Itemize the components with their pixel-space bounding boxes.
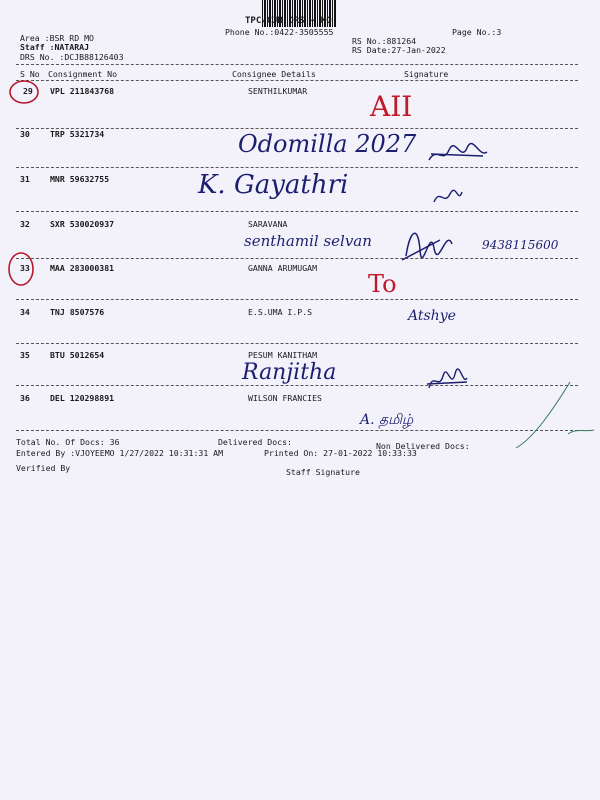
handwritten-name: senthamil selvan xyxy=(244,232,372,250)
row-consignment: DEL 120298891 xyxy=(50,393,115,403)
delivered-docs: Delivered Docs: xyxy=(218,437,292,447)
margin-scribble xyxy=(566,426,596,438)
row-consignment: VPL 211843768 xyxy=(50,86,115,96)
handwritten-name: K. Gayathri xyxy=(198,170,349,200)
column-header-signature: Signature xyxy=(404,69,449,79)
row-consignment: TRP 5321734 xyxy=(50,129,105,139)
area-field: Area :BSR RD MO xyxy=(20,33,94,43)
rs-date: RS Date:27-Jan-2022 xyxy=(352,45,446,55)
signature-scribble-30 xyxy=(425,140,490,168)
signature-scribble-31 xyxy=(430,186,465,208)
column-header-consignment: Consignment No xyxy=(48,69,118,79)
circle-mark-29 xyxy=(8,78,42,106)
handwritten-phone: 9438115600 xyxy=(482,238,559,252)
row-sno: 32 xyxy=(20,219,30,229)
entered-by: Entered By :VJOYEEMO 1/27/2022 10:31:31 AM xyxy=(16,448,224,458)
handwritten-name: Odomilla 2027 xyxy=(238,130,417,158)
row-consignment: SXR 530020937 xyxy=(50,219,115,229)
row-consignee: SARAVANA xyxy=(248,219,288,229)
row-consignee: PESUM KANITHAM xyxy=(248,350,318,360)
row-consignee: WILSON FRANCIES xyxy=(248,393,322,403)
column-header-consignee: Consignee Details xyxy=(232,69,316,79)
row-consignee: GANNA ARUMUGAM xyxy=(248,263,318,273)
row-sno: 33 xyxy=(20,263,30,273)
staff-signature: Staff Signature xyxy=(286,467,360,477)
row-sno: 30 xyxy=(20,129,30,139)
page-number: Page No.:3 xyxy=(452,27,502,37)
handwritten-mark: AII xyxy=(370,90,413,123)
total-docs: Total No. Of Docs: 36 xyxy=(16,437,120,447)
row-consignment: MNR 59632755 xyxy=(50,174,110,184)
row-consignee: E.S.UMA I.P.S xyxy=(248,307,313,317)
row-sno: 35 xyxy=(20,350,30,360)
row-sno: 34 xyxy=(20,307,30,317)
document-title: TPC/CJB DRS - MO xyxy=(245,16,332,26)
handwritten-mark: To xyxy=(368,270,397,298)
row-consignment: MAA 283000381 xyxy=(50,263,115,273)
circle-mark-33 xyxy=(6,250,38,288)
row-consignment: BTU 5012654 xyxy=(50,350,105,360)
row-sno: 31 xyxy=(20,174,30,184)
signature-scribble-32 xyxy=(400,220,470,264)
staff-field: Staff :NATARAJ xyxy=(20,42,90,52)
phone-number: Phone No.:0422-3505555 xyxy=(225,27,334,37)
printed-on: Printed On: 27-01-2022 10:33:33 xyxy=(264,448,417,458)
handwritten-name: Ranjitha xyxy=(242,360,337,385)
signature-scribble-35 xyxy=(425,368,470,394)
row-sno: 29 xyxy=(23,86,33,96)
rs-number: RS No.:881264 xyxy=(352,36,417,46)
drs-number: DRS No. :DCJB88126403 xyxy=(20,52,124,62)
column-header-sno: S No xyxy=(20,69,40,79)
row-consignment: TNJ 8507576 xyxy=(50,307,105,317)
row-consignee: SENTHILKUMAR xyxy=(248,86,308,96)
row-sno: 36 xyxy=(20,393,30,403)
handwritten-signature: Atshye xyxy=(408,308,456,324)
margin-scribble xyxy=(514,378,574,458)
handwritten-name: A. தமிழ் xyxy=(360,412,414,428)
non-delivered-docs: Non Delivered Docs: xyxy=(376,441,470,451)
verified-by: Verified By xyxy=(16,463,71,473)
